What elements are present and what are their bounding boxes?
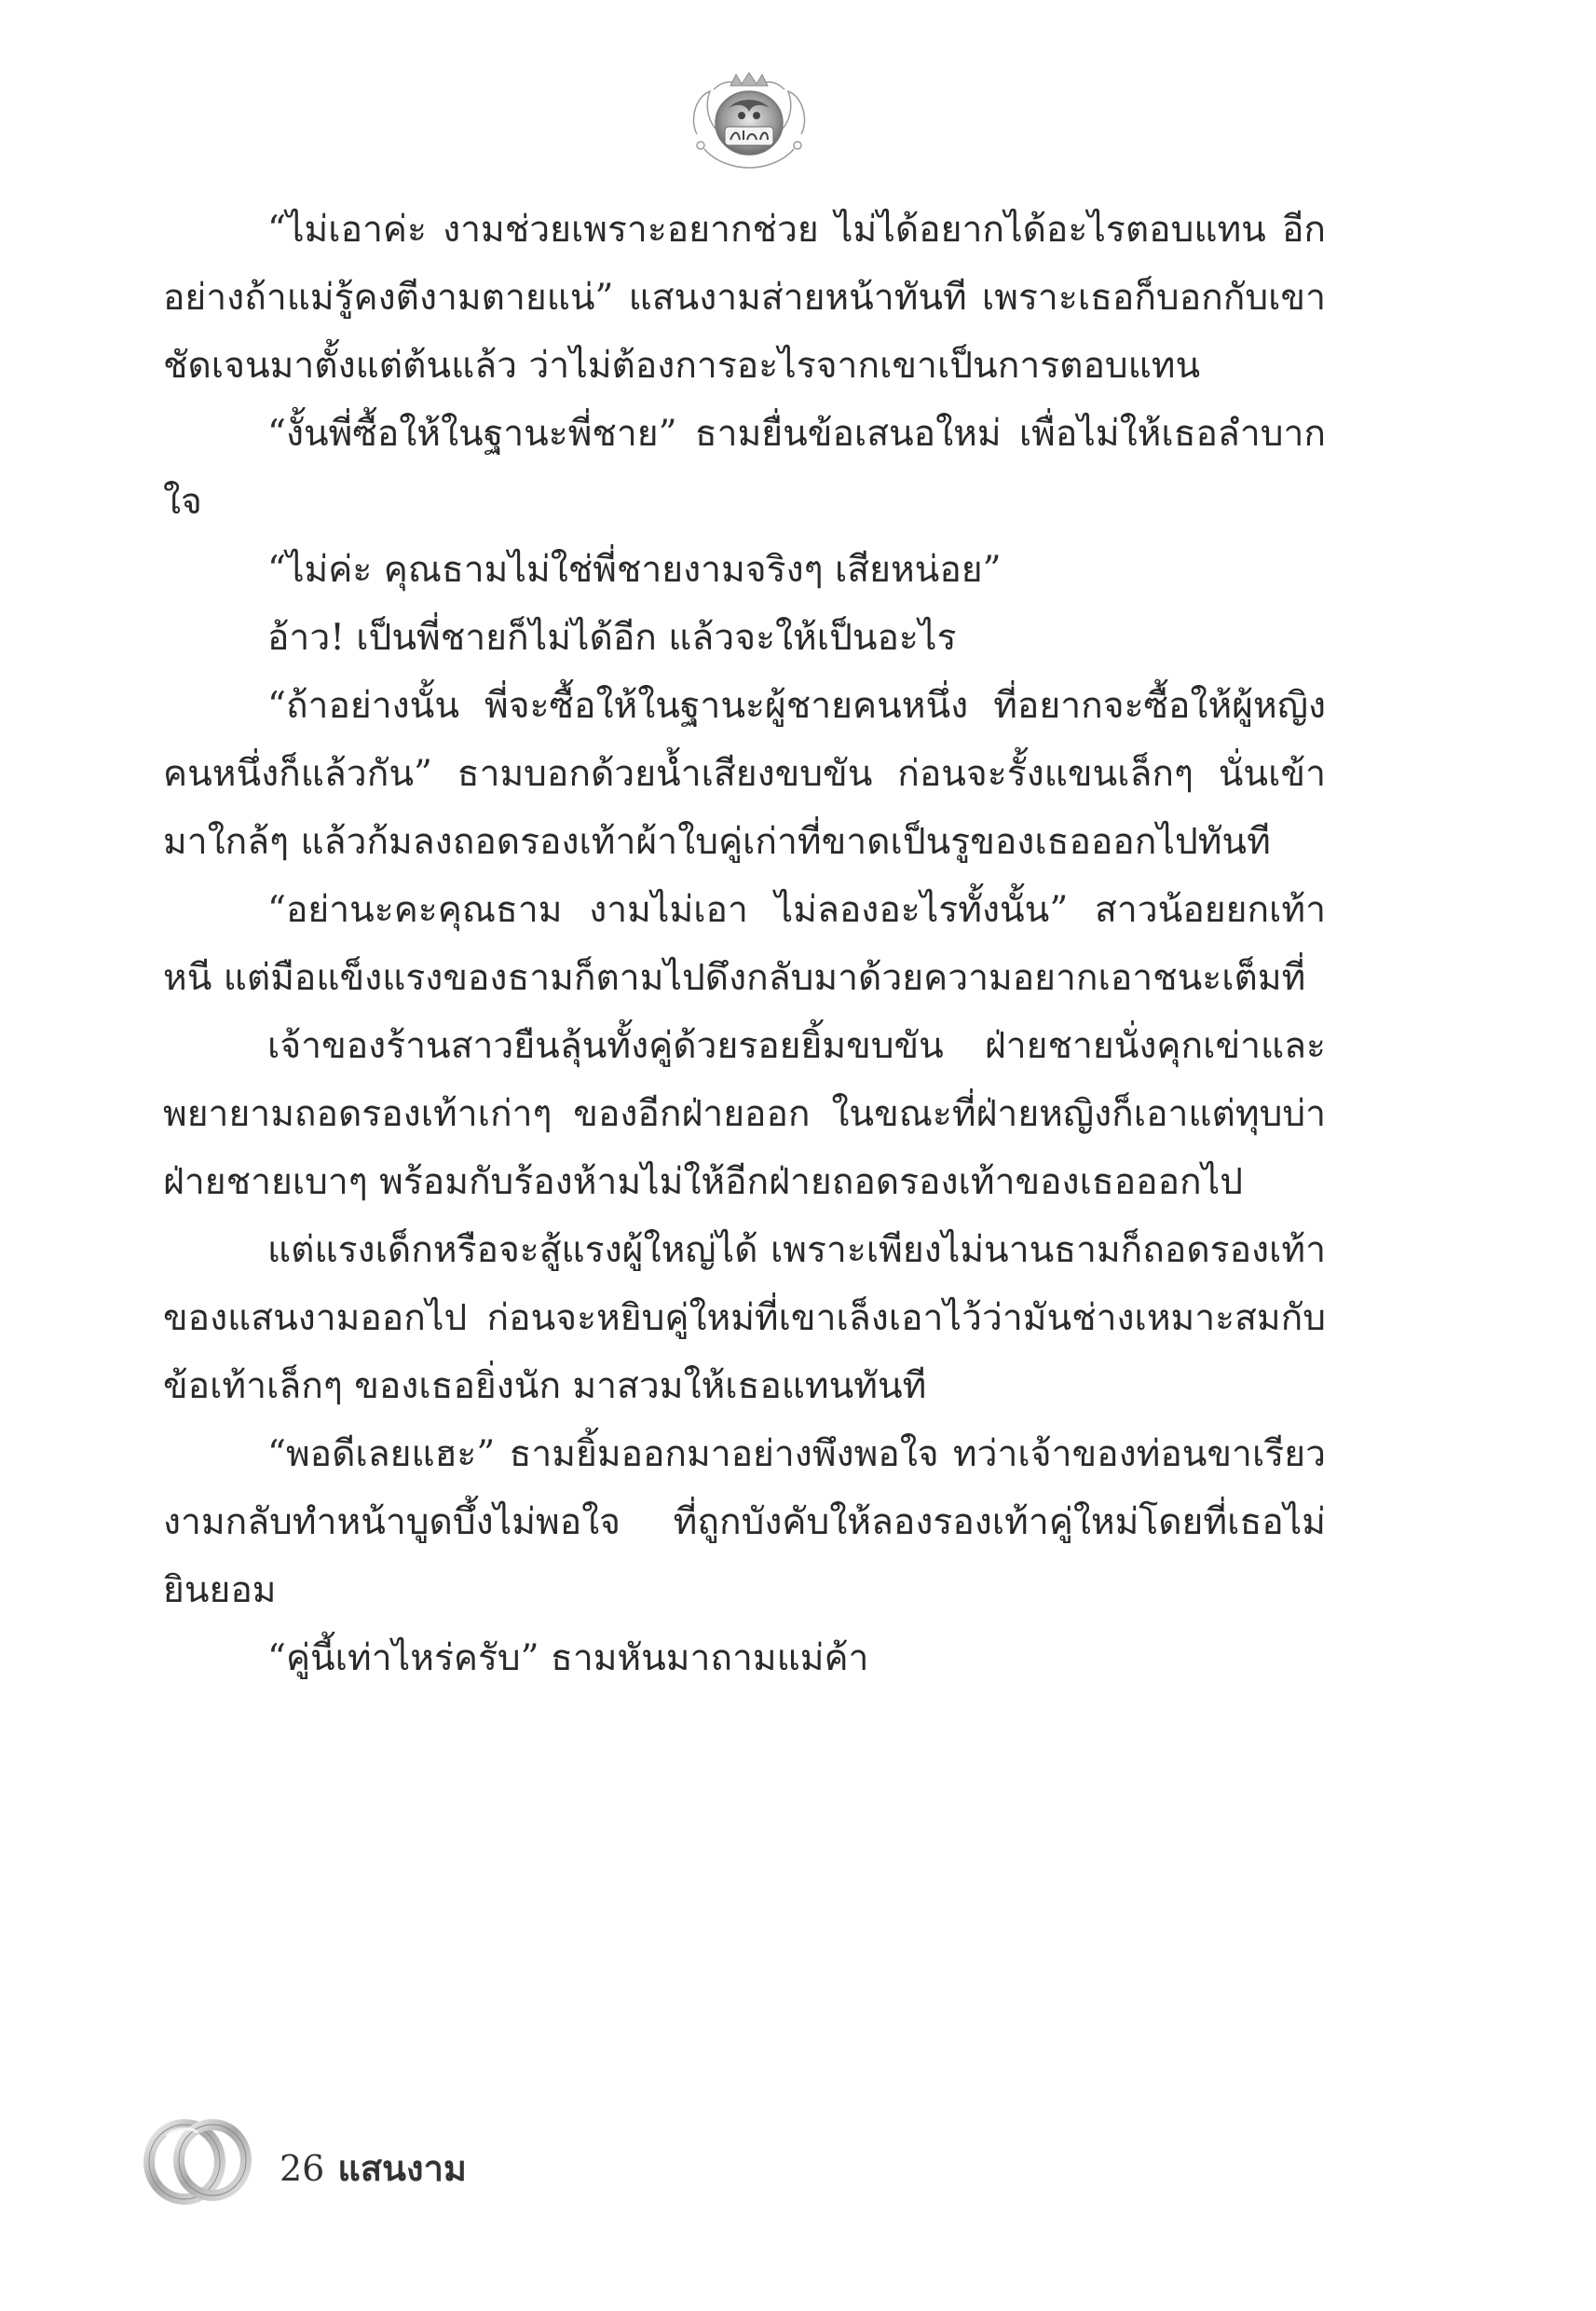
paragraph: “ไม่ค่ะ คุณธามไม่ใช่พี่ชายงามจริงๆ เสียหน่อย” bbox=[267, 549, 1002, 591]
paragraph: เจ้าของร้านสาวยืนลุ้นทั้งคู่ด้วยรอยยิ้มขบขัน ฝ่ายชายนั่งคุกเข่าและพยายามถอดรองเท้าเก่าๆ ของอีกฝ่ายออก ในขณะที่ฝ่ายหญิงก็เอาแต่ทุบบ่าฝ่ายชายเบาๆ พร้อมกับร้องห้ามไม่ให้อีกฝ่ายถอดรองเท้าของเธอออกไป bbox=[163, 1025, 1326, 1203]
paragraph: “อย่านะคะคุณธาม งามไม่เอา ไม่ลองอะไรทั้งนั้น” สาวน้อยยกเท้าหนี แต่มือแข็งแรงของธามก็ตามไปดึงกลับมาด้วยความอยากเอาชนะเต็มที่ bbox=[163, 889, 1326, 999]
paragraph: แต่แรงเด็กหรือจะสู้แรงผู้ใหญ่ได้ เพราะเพียงไม่นานธามก็ถอดรองเท้าของแสนงามออกไป ก่อนจะหยิบคู่ใหม่ที่เขาเล็งเอาไว้ว่ามันช่างเหมาะสมกับข้อเท้าเล็กๆ ของเธอยิ่งนัก มาสวมให้เธอแทนทันที bbox=[163, 1229, 1326, 1407]
book-title: แสนงาม bbox=[337, 2148, 467, 2189]
publisher-logo-icon bbox=[688, 69, 811, 173]
page-folio bbox=[280, 2140, 467, 2196]
paragraph: “พอดีเลยแฮะ” ธามยิ้มออกมาอย่างพึงพอใจ ทว่าเจ้าของท่อนขาเรียวงามกลับทำหน้าบูดบึ้งไม่พอใจ ที่ถูกบังคับให้ลองรองเท้าคู่ใหม่โดยที่เธอไม่ยินยอม bbox=[163, 1433, 1326, 1611]
paragraph: “ถ้าอย่างนั้น พี่จะซื้อให้ในฐานะผู้ชายคนหนึ่ง ที่อยากจะซื้อให้ผู้หญิงคนหนึ่งก็แล้วกัน” ธามบอกด้วยน้ำเสียงขบขัน ก่อนจะรั้งแขนเล็กๆ นั่นเข้ามาใกล้ๆ แล้วก้มลงถอดรองเท้าผ้าใบคู่เก่าที่ขาดเป็นรูของเธอออกไปทันที bbox=[163, 685, 1326, 863]
page-footer bbox=[138, 2108, 697, 2210]
wedding-rings-icon bbox=[138, 2108, 259, 2210]
body-text bbox=[163, 196, 1326, 1692]
paragraph: “คู่นี้เท่าไหร่ครับ” ธามหันมาถามแม่ค้า bbox=[267, 1637, 869, 1679]
paragraph: “งั้นพี่ซื้อให้ในฐานะพี่ชาย” ธามยื่นข้อเสนอใหม่ เพื่อไม่ให้เธอลำบากใจ bbox=[163, 413, 1326, 523]
page-number: 26 bbox=[280, 2148, 325, 2189]
paragraph: “ไม่เอาค่ะ งามช่วยเพราะอยากช่วย ไม่ได้อยากได้อะไรตอบแทน อีกอย่างถ้าแม่รู้คงตีงามตายแน่” แสนงามส่ายหน้าทันที เพราะเธอก็บอกกับเขาชัดเจนมาตั้งแต่ต้นแล้ว ว่าไม่ต้องการอะไรจากเขาเป็นการตอบแทน bbox=[163, 209, 1326, 387]
paragraph: อ้าว! เป็นพี่ชายก็ไม่ได้อีก แล้วจะให้เป็นอะไร bbox=[267, 617, 957, 659]
